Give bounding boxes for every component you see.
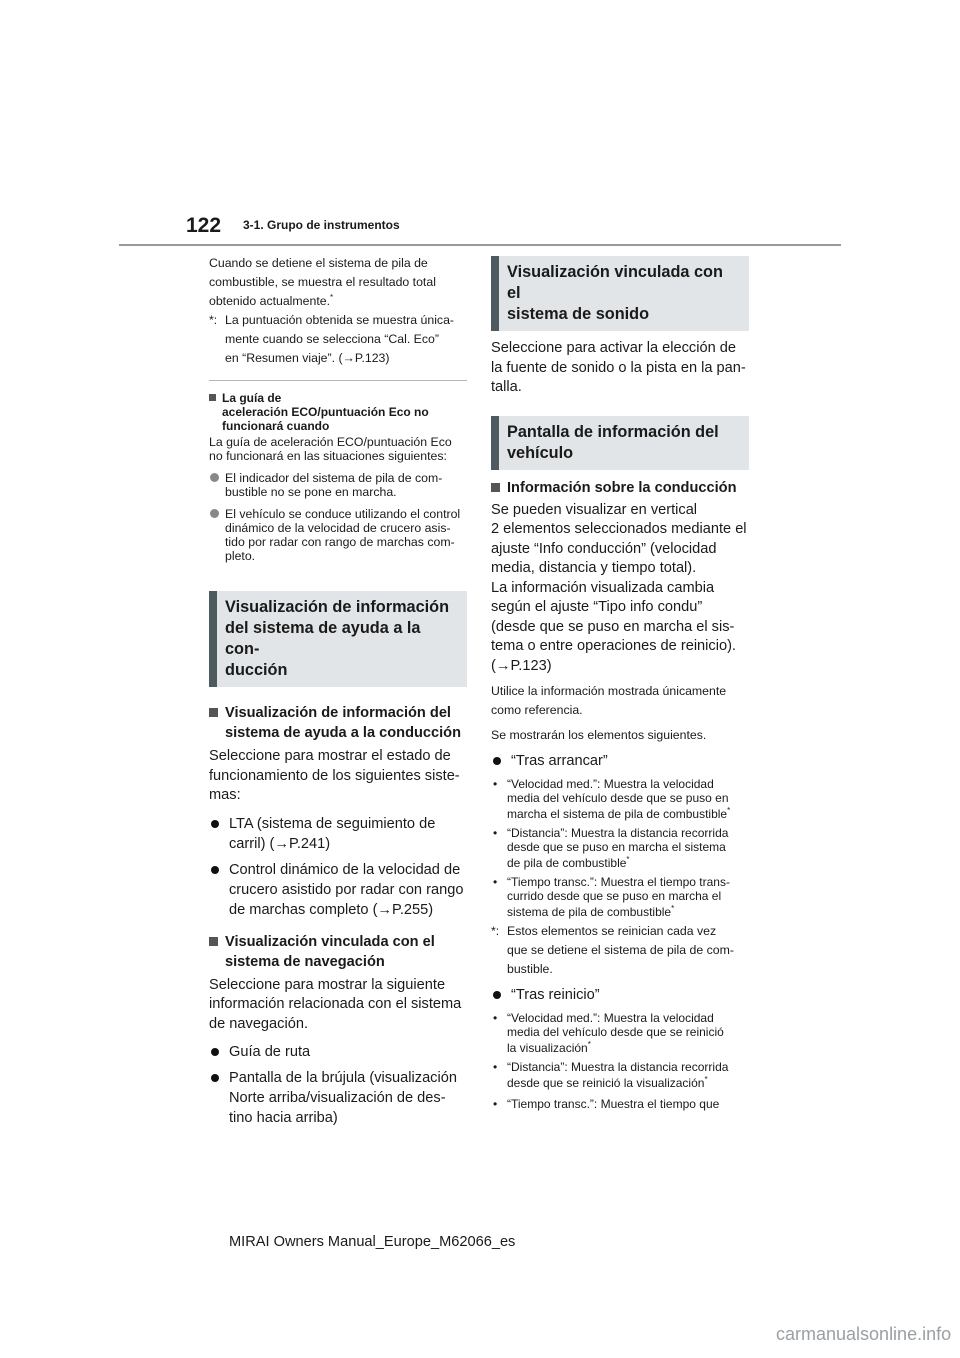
circle-bullet-icon [210,509,219,518]
header-rule [119,244,841,246]
list-item: • “Distancia”: Muestra la distancia recorrida desde que se puso en marcha el sistema de pila de combustible* [493,826,729,870]
list-item: El indicador del sistema de pila de com- bustible no se pone en marcha. [209,471,467,499]
section-box-heading: Visualización de información del sistema de ayuda a la con- ducción [209,591,467,687]
list-item: El vehículo se conduce utilizando el control dinámico de la velocidad de crucero asis- tido por radar con rango de marchas com- pleto. [209,507,467,563]
list-item: • “Distancia”: Muestra la distancia recorrida desde que se reinició la visualización* [493,1060,729,1090]
list-item: • “Velocidad med.”: Muestra la velocidad media del vehículo desde que se reinició la visualización* [493,1011,724,1055]
dot-bullet-icon [211,1048,219,1056]
footer-text: MIRAI Owners Manual_Europe_M62066_es [229,1234,516,1250]
section-title: 3-1. Grupo de instrumentos [243,218,400,232]
right-column [491,256,749,1111]
footnote-line: mente cuando se selecciona “Cal. Eco” [225,332,439,346]
dot-bullet-icon [493,757,501,765]
drive-info-heading: Información sobre la conducción [491,478,749,498]
list-item: Control dinámico de la velocidad de crucero asistido por radar con rango de marchas completo (→P.255) [209,860,467,920]
eco-guide-body: La guía de aceleración ECO/puntuación Eco no funcionará en las situaciones siguientes: [209,435,452,463]
intro-line: obtenido actualmente.* [209,292,334,308]
section-box-heading: Pantalla de información del vehículo [491,416,749,470]
square-bullet-icon [209,394,216,401]
divider [209,380,467,381]
square-bullet-icon [209,708,218,717]
list-item: LTA (sistema de seguimiento de carril) (→P.241) [209,814,467,854]
page-number: 122 [186,214,222,237]
section-box-heading: Visualización vinculada con el sistema de sonido [491,256,749,331]
footnote [209,311,467,368]
dot-bullet-icon [211,820,219,828]
list-item: Pantalla de la brújula (visualización Norte arriba/visualización de des- tino hacia arriba) [209,1068,467,1128]
dot-bullet-icon [211,1074,219,1082]
assist-body: Seleccione para mostrar el estado de funcionamiento de los siguientes siste- mas: [209,748,460,803]
eco-guide-heading: La guía de aceleración ECO/puntuación Eco no funcionará cuando [209,391,467,433]
footnote-line: en “Resumen viaje”. (→P.123) [225,351,390,365]
list-item: • “Tiempo transc.”: Muestra el tiempo trans- currido desde que se puso en marcha el sistema de pila de combustible* [493,875,730,919]
footnote-mark: *: [491,924,500,938]
list-item: Guía de ruta [209,1042,467,1062]
items-intro: Se mostrarán los elementos siguientes. [491,728,707,742]
sound-body: Seleccione para activar la elección de la fuente de sonido o la pista en la pan- talla. [491,340,746,395]
drive-info-body: Se pueden visualizar en vertical 2 elementos seleccionados mediante el ajuste “Info conducción” (velocidad media, distancia y tiempo total). La información visualizada cambia según el ajuste “Tipo info condu” (desde que se puso en marcha el sis- tema o entre operaciones de reinicio). (→P.123) [491,501,747,674]
watermark: carmanualsonline.info [776,1324,952,1344]
assist-heading: Visualización de información del sistema de ayuda a la conducción [209,703,467,743]
nav-heading: Visualización vinculada con el sistema de navegación [209,932,467,972]
left-column [209,254,467,1128]
intro-line: combustible, se muestra el resultado total [209,275,436,289]
footnote-line: La puntuación obtenida se muestra única- [225,313,455,327]
intro-line: Cuando se detiene el sistema de pila de [209,256,428,270]
list-item: • “Tiempo transc.”: Muestra el tiempo que [493,1097,720,1111]
dot-bullet-icon [211,866,219,874]
list-item: • “Velocidad med.”: Muestra la velocidad media del vehículo desde que se puso en marcha el sistema de pila de combustible* [493,777,731,821]
nav-body: Seleccione para mostrar la siguiente información relacionada con el sistema de navegación. [209,976,462,1032]
after-start-item: “Tras arrancar” [491,751,749,771]
footnote: *: Estos elementos se reinician cada vez que se detiene el sistema de pila de com- bustible. [491,922,749,979]
square-bullet-icon [209,937,218,946]
reference-note: Utilice la información mostrada únicamente como referencia. [491,684,727,717]
after-reset-item: “Tras reinicio” [491,985,749,1005]
footnote-mark: *: [209,313,218,327]
circle-bullet-icon [210,473,219,482]
square-bullet-icon [491,483,500,492]
dot-bullet-icon [493,991,501,999]
